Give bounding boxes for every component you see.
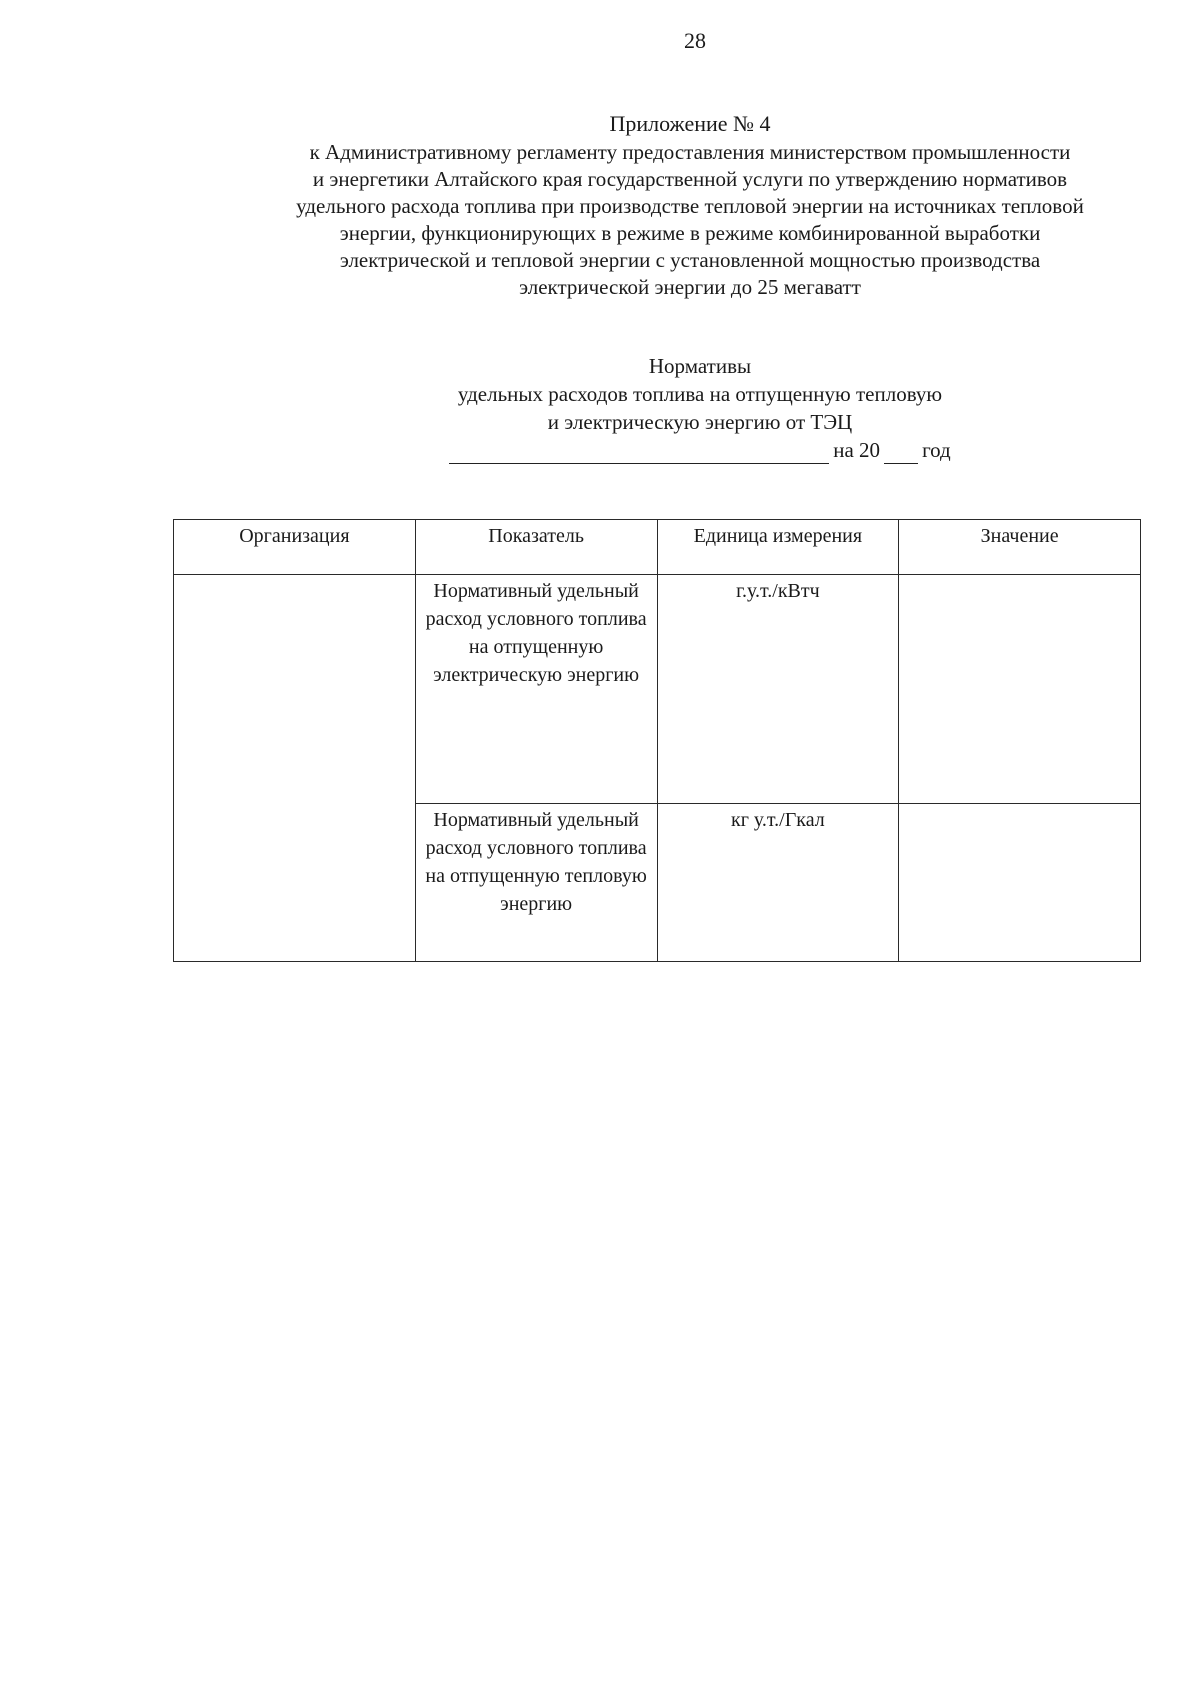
- page-number: 28: [684, 28, 706, 53]
- header-unit: Единица измерения: [657, 520, 899, 575]
- year-line: [360, 436, 1040, 464]
- header-value: Значение: [899, 520, 1141, 575]
- indicator-cell: Нормативный удельный расход условного топлива на отпущенную тепловую энергию: [415, 804, 657, 962]
- table-header-row: [174, 520, 1141, 575]
- norms-heading: [360, 352, 1040, 464]
- appendix-line: энергии, функционирующих в режиме в режиме комбинированной выработки: [339, 221, 1041, 245]
- appendix-title: Приложение № 4: [609, 111, 771, 136]
- station-name-blank: [449, 441, 829, 464]
- year-suffix: год: [922, 438, 951, 462]
- year-blank: [884, 441, 918, 464]
- unit-cell: г.у.т./кВтч: [657, 575, 899, 804]
- header-indicator: Показатель: [415, 520, 657, 575]
- value-cell: [899, 804, 1141, 962]
- norms-title: Нормативы: [648, 354, 752, 378]
- appendix-line: к Административному регламенту предоставления министерством промышленности: [309, 140, 1071, 164]
- appendix-line: электрической энергии до 25 мегаватт: [519, 275, 861, 299]
- header-organization: Организация: [174, 520, 416, 575]
- unit-cell: кг у.т./Гкал: [657, 804, 899, 962]
- appendix-block: [150, 110, 1200, 301]
- norms-subtitle-line: и электрическую энергию от ТЭЦ: [547, 410, 853, 434]
- year-prefix: на 20: [833, 438, 881, 462]
- organization-cell: [174, 575, 416, 962]
- indicator-cell: Нормативный удельный расход условного топлива на отпущенную электрическую энергию: [415, 575, 657, 804]
- appendix-line: и энергетики Алтайского края государственной услуги по утверждению нормативов: [312, 167, 1068, 191]
- norms-subtitle-line: удельных расходов топлива на отпущенную тепловую: [457, 382, 943, 406]
- table-row: [174, 575, 1141, 804]
- norms-table: [173, 519, 1141, 962]
- appendix-line: электрической и тепловой энергии с установленной мощностью производства: [339, 248, 1041, 272]
- value-cell: [899, 575, 1141, 804]
- appendix-line: удельного расхода топлива при производстве тепловой энергии на источниках тепловой: [296, 194, 1084, 218]
